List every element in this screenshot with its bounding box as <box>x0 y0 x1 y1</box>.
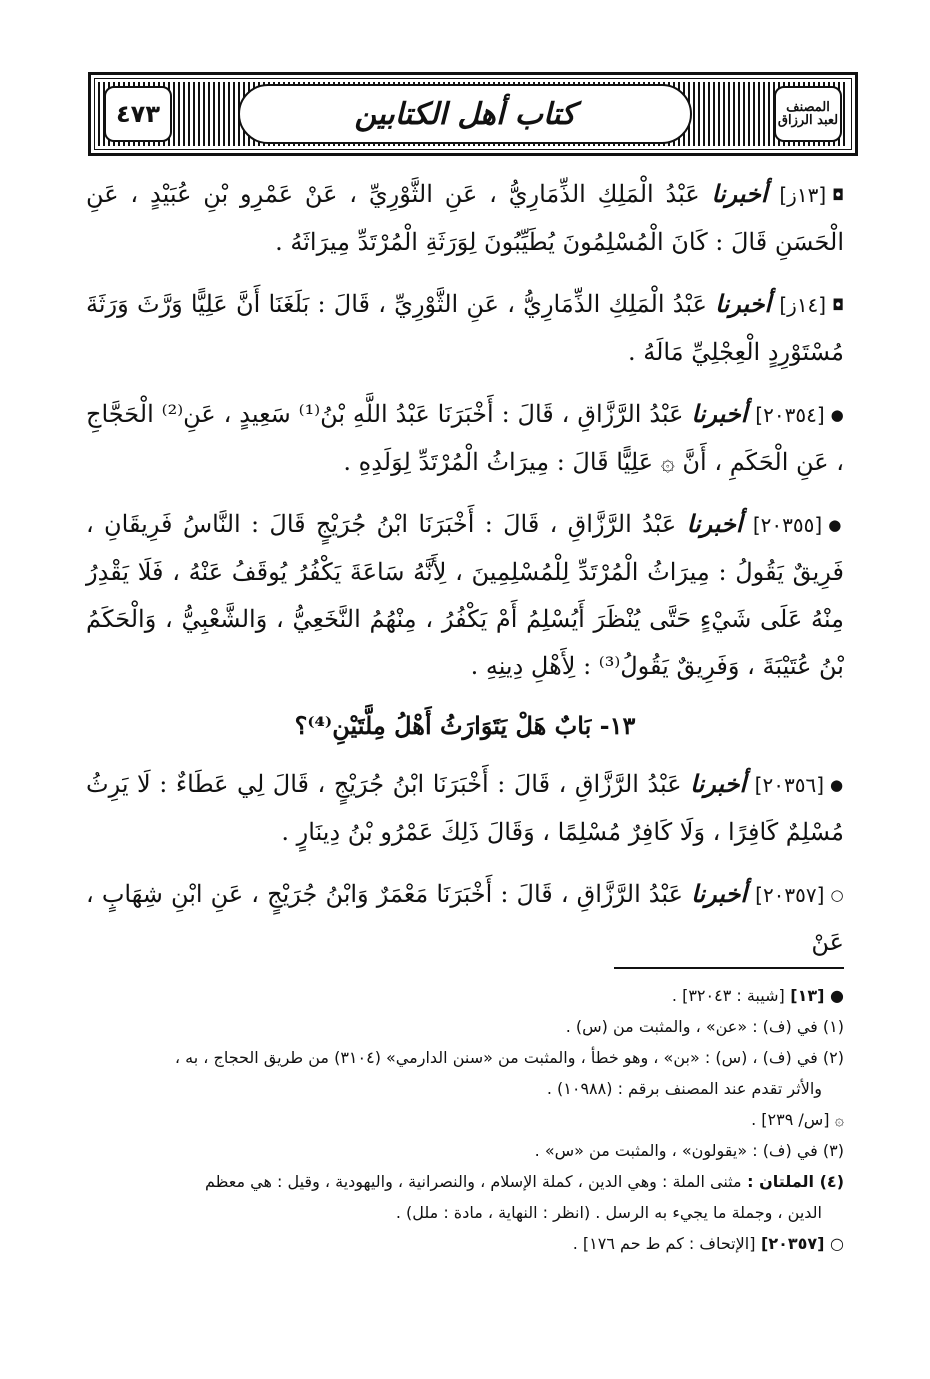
hadith-paragraph <box>86 870 844 966</box>
hadith-id: [١٤ز] <box>779 293 827 317</box>
akhbarana-word: أخبرنا <box>690 769 747 798</box>
hadith-text: عَبْدُ الْمَلِكِ الذِّمَارِيُّ ، عَنِ الثَّوْرِيِّ ، قَالَ : بَلَغَنَا أَنَّ عَلِيًّا وَرَّثَ وَرَثَةَ مُسْتَوْرِدٍ الْعِجْلِيِّ مَالَهُ . <box>86 290 844 366</box>
footnote-text: والأثر تقدم عند المصنف برقم : (١٠٩٨٨) . <box>546 1079 822 1098</box>
footnote-text: [الإتحاف : كم ط حم ١٧٦] . <box>572 1234 756 1253</box>
page-number-cartouche <box>104 86 172 142</box>
hadith-paragraph <box>86 170 844 266</box>
footnote-continuation <box>86 1073 844 1104</box>
akhbarana-word: أخبرنا <box>686 509 743 538</box>
footnote-text: الدين ، وجملة ما يجيء به الرسل . (انظر : النهاية ، مادة : ملل) . <box>395 1203 822 1222</box>
footnote <box>86 1228 844 1259</box>
footnote-text: (١) في (ف) : «عن» ، والمثبت من (س) . <box>565 1017 844 1036</box>
entry-marker-icon: ◘ <box>832 186 844 204</box>
hadith-text: عَبْدُ الرَّزَّاقِ ، قَالَ : أَخْبَرَنَا مَعْمَرٌ وَابْنُ جُرَيْجٍ ، عَنِ ابْنِ شِهَابٍ ، عَنْ <box>86 880 844 956</box>
footnote-separator <box>614 967 844 969</box>
entry-marker-icon: ○ <box>830 886 844 904</box>
hadith-paragraph <box>86 390 844 486</box>
hadith-id: [٢٠٣٥٦] <box>754 773 825 797</box>
page-header <box>88 72 858 156</box>
akhbarana-word: أخبرنا <box>711 179 768 208</box>
hadith-paragraph <box>86 280 844 376</box>
book-logo-cartouche <box>774 86 842 142</box>
hadith-id: [٢٠٣٥٤] <box>755 403 825 427</box>
chapter-title-cartouche <box>238 84 692 144</box>
main-text <box>86 170 844 980</box>
footnote-text: مثنى الملة : وهي الدين ، كملة الإسلام ، والنصرانية ، واليهودية ، وقيل : هي معظم <box>204 1172 742 1191</box>
footnote-text: ۞ [س/ ٢٣٩] . <box>751 1110 844 1129</box>
entry-marker-icon: ● <box>830 776 844 794</box>
hadith-paragraph <box>86 500 844 690</box>
footnote-lead: ● [١٣] <box>784 986 844 1005</box>
chapter-heading: ١٣- بَابٌ هَلْ يَتَوَارَثُ أَهْلُ مِلَّتَيْنِ⁽⁴⁾؟ <box>294 711 636 740</box>
footnote <box>86 1042 844 1073</box>
footnote-lead: (٤) الملتان : <box>741 1172 844 1191</box>
hadith-text: عَبْدُ الْمَلِكِ الذِّمَارِيُّ ، عَنِ الثَّوْرِيِّ ، عَنْ عَمْرِو بْنِ عُبَيْدٍ ، عَنِ الْحَسَنِ قَالَ : كَانَ الْمُسْلِمُونَ يُطَيِّبُونَ لِوَرَثَةِ الْمُرْتَدِّ مِيرَاثَهُ . <box>86 180 844 256</box>
akhbarana-word: أخبرنا <box>715 289 772 318</box>
hadith-id: [٢٠٣٥٥] <box>752 513 823 537</box>
footnote-text: (٣) في (ف) : «يقولون» ، والمثبت من «س» . <box>534 1141 844 1160</box>
footnote-text: [شيبة : ٣٢٠٤٣] . <box>671 986 785 1005</box>
entry-marker-icon: ● <box>830 406 845 424</box>
akhbarana-word: أخبرنا <box>691 399 748 428</box>
hadith-text: عَبْدُ الرَّزَّاقِ ، قَالَ : أَخْبَرَنَا عَبْدُ اللَّهِ بْنُ⁽¹⁾ سَعِيدٍ ، عَنِ⁽²⁾ الْحَجَّاجِ ، عَنِ الْحَكَمِ ، أَنَّ ۞ عَلِيًّا قَالَ : مِيرَاثُ الْمُرْتَدِّ لِوَلَدِهِ . <box>86 400 844 476</box>
footnote-text: (٢) في (ف) ، (س) : «بن» ، وهو خطأ ، والمثبت من «سنن الدارمي» (٣١٠٤) من طريق الحجاج ، به ، <box>174 1048 844 1067</box>
footnote-lead: ○ [٢٠٣٥٧] <box>755 1234 844 1253</box>
footnote <box>86 1011 844 1042</box>
hadith-id: [٢٠٣٥٧] <box>755 883 825 907</box>
page-number: ٤٧٣ <box>116 100 160 128</box>
hadith-text: عَبْدُ الرَّزَّاقِ ، قَالَ : أَخْبَرَنَا ابْنُ جُرَيْجٍ ، قَالَ لِي عَطَاءٌ : لَا يَرِثُ مُسْلِمٌ كَافِرًا ، وَلَا كَافِرٌ مُسْلِمًا ، وَقَالَ ذَلِكَ عَمْرُو بْنُ دِينَارٍ . <box>86 770 844 846</box>
footnote <box>86 1166 844 1197</box>
footnote <box>86 1104 844 1135</box>
running-chapter-title: كتاب أهل الكتابين <box>354 96 576 132</box>
book-logo: المصنف لعبد الرزاق <box>777 100 839 128</box>
akhbarana-word: أخبرنا <box>691 879 748 908</box>
entry-marker-icon: ◘ <box>832 296 844 314</box>
footnote <box>86 1135 844 1166</box>
footnote <box>86 980 844 1011</box>
hadith-paragraph <box>86 760 844 856</box>
footnote-continuation <box>86 1197 844 1228</box>
hadith-id: [١٣ز] <box>779 183 827 207</box>
entry-marker-icon: ● <box>828 516 844 534</box>
footnotes <box>86 980 844 1259</box>
hadith-text: عَبْدُ الرَّزَّاقِ ، قَالَ : أَخْبَرَنَا ابْنُ جُرَيْجٍ قَالَ : النَّاسُ فَرِيقَانِ ، فَرِيقٌ يَقُولُ : مِيرَاثُ الْمُرْتَدِّ لِلْمُسْلِمِينَ ، لِأَنَّهُ سَاعَةَ يَكْفُرُ يُوقَفُ عَنْهُ ، فَلَا يَقْدِرُ مِنْهُ عَلَى شَيْءٍ حَتَّى يُنْظَرَ أَيُسْلِمُ أَمْ يَكْفُرُ ، مِنْهُمُ النَّخَعِيُّ ، وَالشَّعْبِيُّ ، وَالْحَكَمُ بْنُ عُتَيْبَةَ ، وَفَرِيقٌ يَقُولُ⁽³⁾ : لِأَهْلِ دِينِهِ . <box>86 510 844 680</box>
